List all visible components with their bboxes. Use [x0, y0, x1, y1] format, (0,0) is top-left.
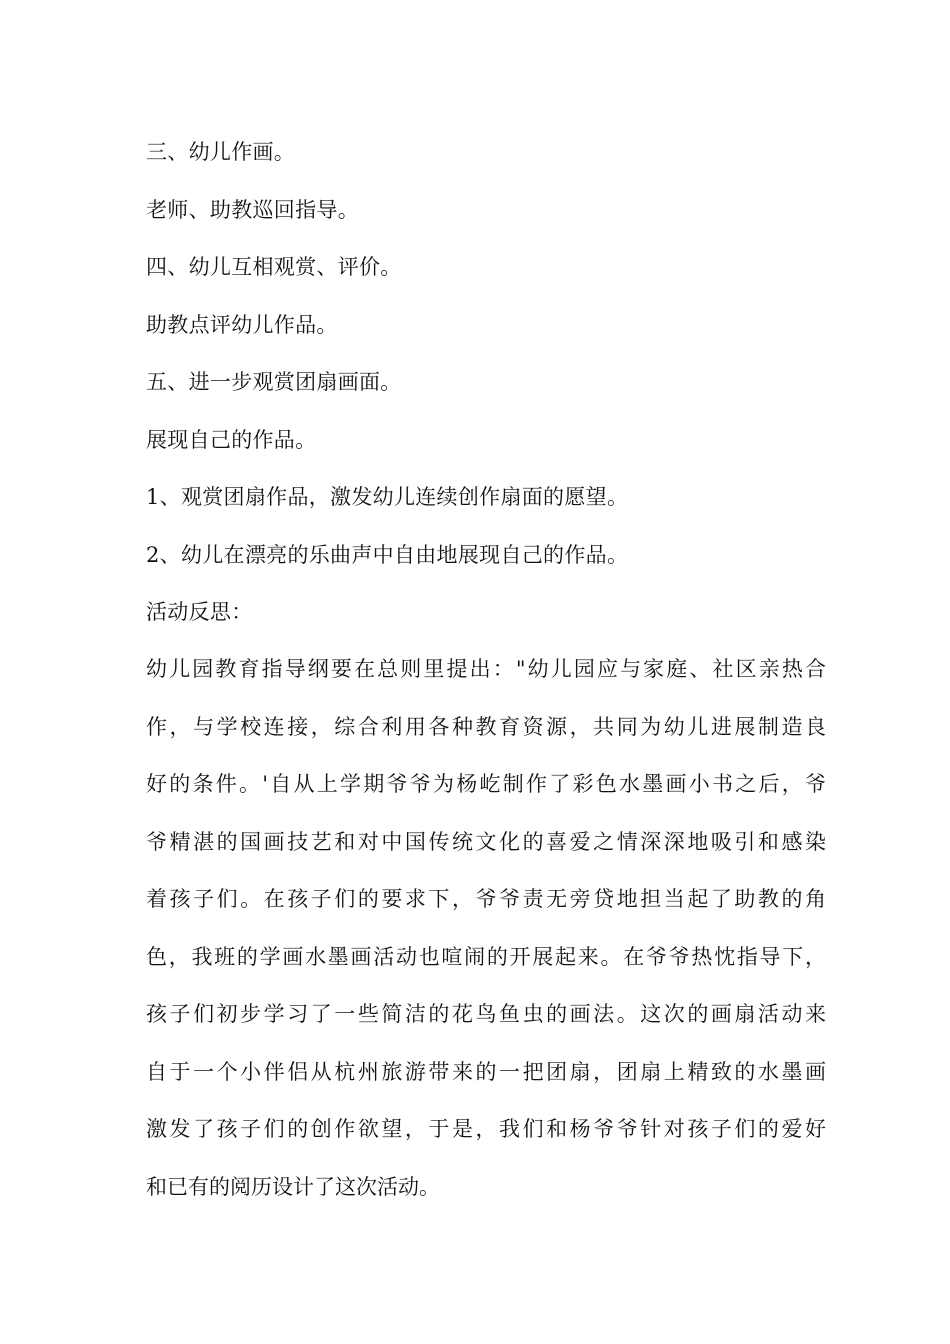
step-five-detail: 展现自己的作品。 [146, 428, 317, 452]
step-five-item-1: 1、观赏团扇作品，激发幼儿连续创作扇面的愿望。 [146, 485, 629, 509]
step-three-heading: 三、幼儿作画。 [146, 140, 296, 164]
paragraph-line: 作，与学校连接，综合利用各种教育资源，共同为幼儿进展制造良 [146, 715, 826, 739]
step-five-item-2: 2、幼儿在漂亮的乐曲声中自由地展现自己的作品。 [146, 543, 629, 567]
step-four-heading: 四、幼儿互相观赏、评价。 [146, 255, 402, 279]
paragraph-line: 孩子们初步学习了一些简洁的花鸟鱼虫的画法。这次的画扇活动来 [146, 1002, 826, 1026]
paragraph-line: 自于一个小伴侣从杭州旅游带来的一把团扇，团扇上精致的水墨画 [146, 1060, 826, 1084]
step-three-detail: 老师、助教巡回指导。 [146, 198, 359, 222]
reflection-heading: 活动反思： [146, 600, 253, 624]
paragraph-line: 好的条件。'自从上学期爷爷为杨屹制作了彩色水墨画小书之后，爷 [146, 772, 826, 796]
paragraph-line: 幼儿园教育指导纲要在总则里提出："幼儿园应与家庭、社区亲热合 [146, 657, 826, 681]
paragraph-line: 激发了孩子们的创作欲望，于是，我们和杨爷爷针对孩子们的爱好 [146, 1117, 826, 1141]
step-five-heading: 五、进一步观赏团扇画面。 [146, 370, 402, 394]
paragraph-line: 和已有的阅历设计了这次活动。 [146, 1175, 440, 1199]
paragraph-line: 爷精湛的国画技艺和对中国传统文化的喜爱之情深深地吸引和感染 [146, 830, 826, 854]
paragraph-line: 着孩子们。在孩子们的要求下，爷爷责无旁贷地担当起了助教的角 [146, 887, 826, 911]
step-four-detail: 助教点评幼儿作品。 [146, 313, 338, 337]
paragraph-line: 色，我班的学画水墨画活动也喧闹的开展起来。在爷爷热忱指导下， [146, 945, 826, 969]
